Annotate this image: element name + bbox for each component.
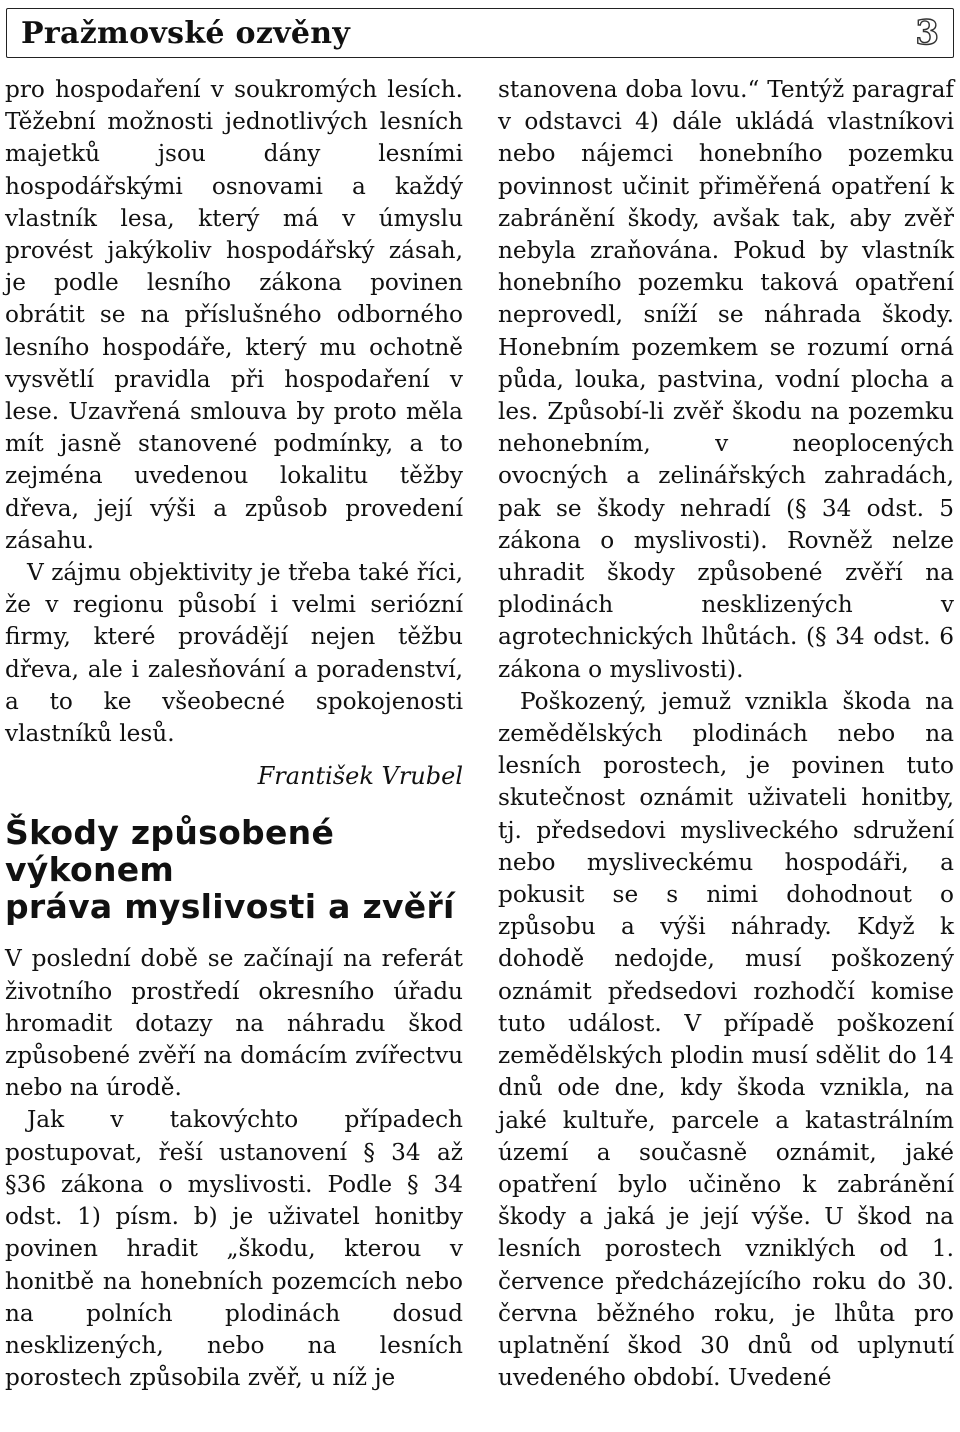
left-column — [5, 74, 463, 1394]
page-header — [6, 8, 954, 58]
body-paragraph: pro hospodaření v soukromých lesích. Těžební možnosti jednotlivých lesních majetků jsou dány lesními hospodářskými osnovami a každý vlastník lesa, který má v úmyslu provést jakýkoliv hospodářský zásah, je podle lesního zákona povinen obrátit se na příslušného odborného lesního hospodáře, který mu ochotně vysvětlí pravidla při hospodaření v lese. Uzavřená smlouva by proto měla mít jasně stanovené podmínky, a to zejména uvedenou lokalitu těžby dřeva, její výši a způsob provedení zásahu. — [5, 76, 463, 554]
body-paragraph: Jak v takovýchto případech postupovat, řeší ustanovení § 34 až §36 zákona o myslivosti. Podle § 34 odst. 1) písm. b) je uživatel honitby povinen hradit „škodu, kterou v honitbě na honebních pozemcích nebo na polních plodinách dosud nesklizených, nebo na lesních porostech způsobila zvěř, u níž je — [5, 1106, 463, 1392]
headline-line: Škody způsobené — [5, 813, 335, 853]
body-paragraph: stanovena doba lovu.“ Tentýž paragraf v odstavci 4) dále ukládá vlastníkovi nebo nájemci honebního pozemku povinnost učinit přiměřená opatření k zabránění škody, avšak tak, aby zvěř nebyla zraňována. Pokud by vlastník honebního pozemku taková opatření neprovedl, sníží se náhrada škody. Honebním pozemkem se rozumí orná půda, louka, pastvina, vodní plocha a les. Způsobí-li zvěř škodu na pozemku nehonebním, v neoplocených ovocných a zelinářských zahradách, pak se škody nehradí (§ 34 odst. 5 zákona o myslivosti). Rovněž nelze uhradit škody způsobené zvěří na plodinách nesklizených v agrotechnických lhůtách. (§ 34 odst. 6 zákona o myslivosti). — [498, 76, 954, 683]
headline-line: výkonem — [5, 850, 175, 890]
body-paragraph: Poškozený, jemuž vznikla škoda na zemědělských plodinách nebo na lesních porostech, je povinen tuto skutečnost oznámit uživateli honitby, tj. předsedovi mysliveckého sdružení nebo mysliveckému hospodáři, a pokusit se s nimi dohodnout o způsobu a výši náhrady. Když k dohodě nedojde, musí poškozený oznámit předsedovi rozhodčí komise tuto událost. V případě poškození zemědělských plodin musí sdělit do 14 dnů ode dne, kdy škoda vznikla, na jaké kultuře, parcele a katastrálním území a současně oznámit, jaké opatření bylo učiněno k zabránění škody a jaká je její výše. U škod na lesních porostech vzniklých od 1. července předcházejícího roku do 30. června běžného roku, je lhůta pro uplatnění škod 30 dnů od uplynutí uvedeného období. Uvedené — [498, 687, 954, 1392]
page-number: 3 — [915, 13, 939, 53]
newspaper-title: Pražmovské ozvěny — [21, 15, 351, 51]
headline-line: práva myslivosti a zvěří — [5, 887, 455, 927]
right-column — [498, 74, 954, 1394]
body-paragraph: V poslední době se začínají na referát životního prostředí okresního úřadu hromadit dotazy na náhradu škod způsobené zvěří na domácím zvířectvu nebo na úrodě. — [5, 945, 463, 1102]
article-headline — [5, 814, 463, 925]
author-signature: František Vrubel — [257, 762, 463, 791]
body-paragraph: V zájmu objektivity je třeba také říci, že v regionu působí i velmi seriózní firmy, které provádějí nejen těžbu dřeva, ale i zalesňování a poradenství, a to ke všeobecné spokojenosti vlastníků lesů. — [5, 559, 463, 748]
